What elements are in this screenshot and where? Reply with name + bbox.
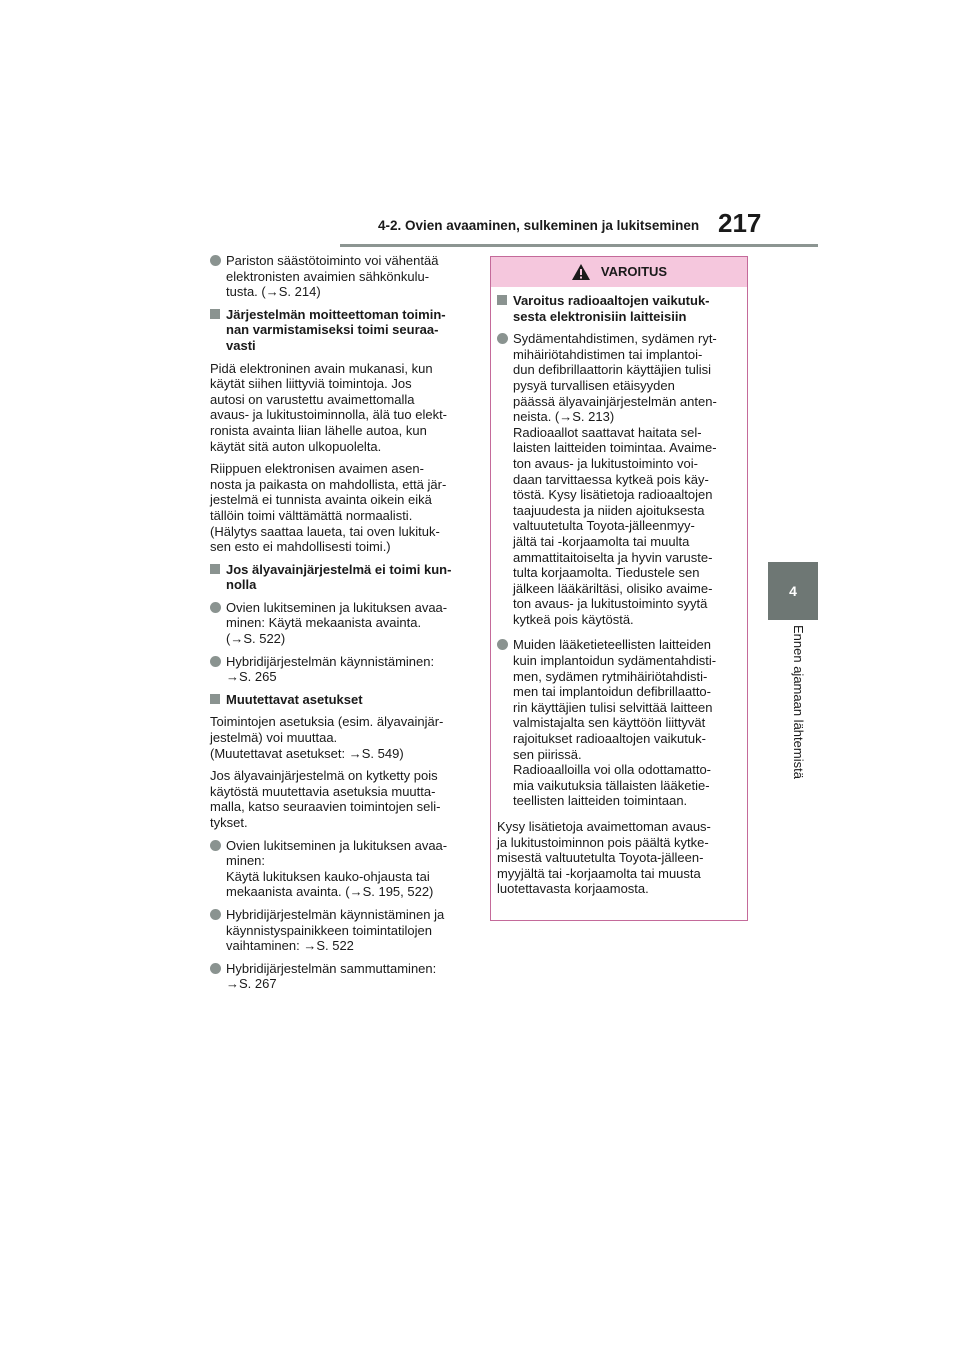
bullet-hybrid-stop — [210, 961, 472, 992]
text-line: elektronisten avaimien sähkönkulu- — [226, 268, 430, 284]
section-title: 4-2. Ovien avaaminen, sulkeminen ja lukitseminen — [378, 218, 700, 233]
heading-custom-settings — [210, 692, 472, 708]
paragraph-disabled-system — [210, 768, 472, 830]
paragraph-settings — [210, 714, 472, 761]
text-line: rajoitukset radioaaltojen vaikutuk- — [513, 731, 706, 747]
text-line: käynnistyspainikkeen toimintatilojen — [226, 922, 432, 938]
text-block — [226, 907, 472, 954]
text-line: Käytä lukituksen kauko-ohjausta tai — [226, 868, 430, 884]
text-line: (→S. 522) — [226, 631, 286, 647]
text-line: ja lukitustoiminnon pois päältä kytke- — [497, 834, 709, 850]
text-line: valmistajalta sen käyttöön liittyvät — [513, 715, 706, 731]
bullet-dot-icon — [210, 255, 221, 266]
text-line: →S. 265 — [226, 669, 277, 685]
text-line: →S. 267 — [226, 976, 277, 992]
text-line: käytöstä muutettavia asetuksia muutta- — [210, 783, 436, 799]
bullet-dot-icon — [210, 963, 221, 974]
text-block — [226, 600, 472, 647]
text-line: mia vaikutuksia tällaisten lääketie- — [513, 777, 710, 793]
bullet-dot-icon — [210, 909, 221, 920]
text-line: sen esto ei mahdollisesti toimi.) — [210, 539, 391, 555]
text-line: minen: Käytä mekaanista avainta. — [226, 615, 422, 631]
text-line: men, sydämen rytmihäiriötahdisti- — [513, 668, 708, 684]
bullet-square-icon — [210, 309, 220, 319]
text-line: daan tarvittaessa kytkeä pois käy- — [513, 471, 709, 487]
text-line: töstä. Kysy lisätietoja radioaaltojen — [513, 487, 713, 503]
text-line: avaus- ja lukitustoiminnolla, älä tuo elekt- — [210, 407, 448, 423]
text-line: myyjältä tai -korjaamolta tai muusta — [497, 865, 701, 881]
bullet-hybrid-start — [210, 654, 472, 685]
text-line: Varoitus radioaaltojen vaikutuk- — [513, 293, 710, 308]
text-line: Radioaallot saattavat haitata sel- — [513, 424, 702, 440]
text-line: Riippuen elektronisen avaimen asen- — [210, 461, 424, 477]
text-block — [226, 838, 472, 900]
text-line: käytät siihen liittyviä toimintoja. Jos — [210, 376, 412, 392]
text-line: Hybridijärjestelmän sammuttaminen: — [226, 960, 437, 976]
bullet-square-icon — [497, 295, 507, 305]
text-line: sesta elektronisiin laitteisiin — [513, 308, 687, 324]
left-column — [210, 253, 472, 999]
text-line: minen: — [226, 853, 266, 869]
text-block — [513, 331, 741, 627]
text-line: käytät sitä auton ulkopuolelta. — [210, 438, 382, 454]
text-line: mekaanista avainta. (→S. 195, 522) — [226, 884, 434, 900]
text-line: Pariston säästötoiminto voi vähentää — [226, 253, 439, 268]
text-block — [226, 654, 472, 685]
text-line: Sydämentahdistimen, sydämen ryt- — [513, 331, 717, 347]
text-line: Jos älyavainjärjestelmä ei toimi kun- — [226, 561, 452, 577]
text-block — [226, 253, 472, 300]
bullet-mechanical-key — [210, 600, 472, 647]
text-line: nan varmistamiseksi toimi seuraa- — [226, 322, 439, 338]
text-line: tykset. — [210, 815, 248, 830]
text-line: kytkeä pois käytöstä. — [513, 611, 634, 627]
text-line: ton avaus- ja lukitustoiminto syytä — [513, 596, 708, 612]
text-line: vasti — [226, 337, 256, 353]
text-line: men tai implantoidun defibrillaatto- — [513, 684, 711, 700]
text-line: nosta ja paikasta on mahdollista, että jär- — [210, 476, 447, 492]
text-line: tällöin toimi välttämättä normaalisti. — [210, 507, 413, 523]
warning-box — [490, 256, 748, 921]
text-line: (Hälytys saattaa laueta, tai oven lukituk- — [210, 523, 440, 539]
bullet-remote-lock — [210, 838, 472, 900]
warning-header — [491, 257, 747, 287]
text-block — [226, 692, 472, 708]
text-line: tusta. (→S. 214) — [226, 284, 321, 300]
text-line: valtuutetulta Toyota-jälleenmyy- — [513, 518, 695, 534]
text-block — [226, 562, 472, 593]
bullet-square-icon — [210, 564, 220, 574]
text-line: Ovien lukitseminen ja lukituksen avaa- — [226, 599, 448, 615]
chapter-number: 4 — [789, 583, 797, 599]
text-block — [513, 293, 741, 324]
text-line: teellisten laitteiden toimintaan. — [513, 793, 688, 809]
header-rule — [340, 244, 818, 247]
text-line: ammattitaitoiselta ja hyvin varuste- — [513, 549, 713, 565]
warning-heading-radio-waves — [497, 293, 741, 324]
heading-proper-operation — [210, 307, 472, 354]
text-line: jestelmä) voi muuttaa. — [210, 730, 338, 746]
text-line: laisten laitteiden toimintaa. Avaime- — [513, 440, 717, 456]
text-block — [513, 637, 741, 809]
warning-title: VAROITUS — [600, 264, 668, 280]
text-line: neista. (→S. 213) — [513, 409, 615, 425]
bullet-dot-icon — [210, 840, 221, 851]
text-line: mihäiriötahdistimen tai implantoi- — [513, 346, 703, 362]
heading-system-fault — [210, 562, 472, 593]
text-line: misestä valtuutetulta Toyota-jälleen- — [497, 850, 704, 866]
text-line: vaihtaminen: →S. 522 — [226, 938, 354, 954]
text-line: (Muutettavat asetukset: →S. 549) — [210, 745, 404, 761]
text-line: Ovien lukitseminen ja lukituksen avaa- — [226, 837, 448, 853]
chapter-tab — [768, 562, 818, 620]
warning-bullet-pacemaker — [497, 331, 741, 627]
text-line: Kysy lisätietoja avaimettoman avaus- — [497, 819, 711, 834]
text-line: nolla — [226, 577, 257, 593]
text-line: luotettavasta korjaamosta. — [497, 881, 649, 897]
text-line: Hybridijärjestelmän käynnistäminen ja — [226, 906, 445, 922]
text-line: Radioaalloilla voi olla odottamatto- — [513, 762, 712, 778]
warning-bullet-medical-devices — [497, 637, 741, 809]
text-line: Pidä elektroninen avain mukanasi, kun — [210, 360, 433, 376]
text-line: Muutettavat asetukset — [226, 691, 363, 707]
text-line: ton avaus- ja lukitustoiminto voi- — [513, 455, 698, 471]
text-line: rin käyttäjien tulisi selvittää laitteen — [513, 699, 713, 715]
text-line: sen piirissä. — [513, 746, 582, 762]
text-line: tulta korjaamolta. Tiedustele sen — [513, 565, 700, 581]
paragraph-key-position — [210, 461, 472, 555]
bullet-dot-icon — [497, 639, 508, 650]
text-line: taajuudesta ja niiden ajoituksesta — [513, 502, 705, 518]
bullet-battery-saver — [210, 253, 472, 300]
text-line: kuin implantoidun sydämentahdisti- — [513, 653, 717, 669]
warning-paragraph-contact — [497, 819, 741, 897]
text-line: Jos älyavainjärjestelmä on kytketty pois — [210, 768, 438, 784]
bullet-dot-icon — [497, 333, 508, 344]
text-line: jältä tai -korjaamolta tai muulta — [513, 533, 690, 549]
chapter-side-text: Ennen ajamaan lähtemistä — [791, 625, 806, 779]
text-line: päässä älyavainjärjestelmän anten- — [513, 393, 717, 409]
text-line: malla, katso seuraavien toimintojen seli- — [210, 799, 441, 815]
paragraph-carry-key — [210, 361, 472, 455]
text-line: Järjestelmän moitteettoman toimin- — [226, 306, 446, 322]
bullet-dot-icon — [210, 602, 221, 613]
bullet-square-icon — [210, 694, 220, 704]
text-block — [226, 961, 472, 992]
page-number: 217 — [718, 208, 762, 238]
warning-triangle-icon — [571, 263, 591, 281]
text-block — [226, 307, 472, 354]
bullet-power-modes — [210, 907, 472, 954]
text-line: autosi on varustettu avaimettomalla — [210, 391, 415, 407]
bullet-dot-icon — [210, 656, 221, 667]
warning-body — [491, 287, 747, 897]
text-line: ronista avainta liian lähelle autoa, kun — [210, 422, 427, 438]
text-line: Muiden lääketieteellisten laitteiden — [513, 637, 712, 653]
text-line: jälkeen lääkäriltäsi, olisiko avaime- — [513, 580, 713, 596]
text-line: jestelmä ei tunnista avainta oikein eikä — [210, 492, 432, 508]
text-line: Hybridijärjestelmän käynnistäminen: — [226, 653, 435, 669]
text-line: pysyä turvallisen etäisyyden — [513, 377, 675, 393]
text-line: dun defibrillaattorin käyttäjien tulisi — [513, 362, 711, 378]
text-line: Toimintojen asetuksia (esim. älyavainjär- — [210, 714, 444, 730]
